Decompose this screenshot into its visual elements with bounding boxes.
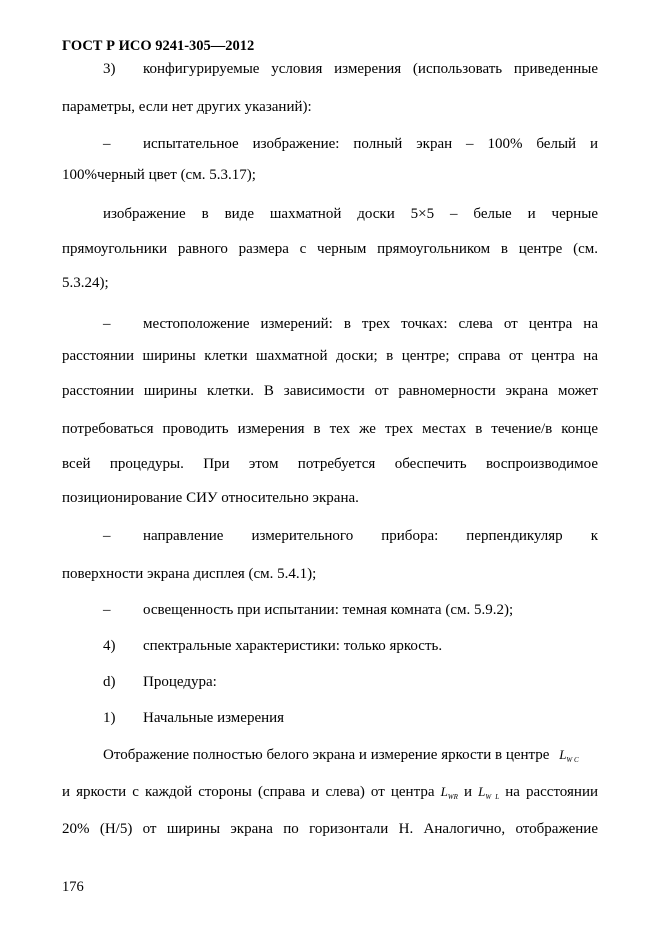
list-marker: –	[103, 316, 111, 332]
paragraph-line: всей процедуры. При этом потребуется обеспечить воспроизводимое	[62, 456, 598, 472]
paragraph-text: и	[463, 784, 473, 800]
paragraph-line: прямоугольники равного размера с черным прямоугольником в центре (см.	[62, 241, 598, 257]
list-marker: –	[103, 528, 111, 544]
paragraph-line: расстоянии ширины клетки шахматной доски; в центре; справа от центра на	[62, 348, 598, 364]
list-marker: 4)	[103, 638, 116, 654]
paragraph-line: 100%черный цвет (см. 5.3.17);	[62, 167, 256, 183]
list-marker: –	[103, 602, 111, 618]
list-marker: 3)	[103, 61, 116, 77]
list-item-text: Начальные измерения	[143, 710, 285, 726]
list-item-text: Процедура:	[143, 674, 217, 690]
list-marker: –	[103, 136, 111, 152]
paragraph-text: на расстоянии	[505, 784, 599, 800]
page-number: 176	[62, 879, 84, 895]
document-header: ГОСТ Р ИСО 9241-305—2012	[62, 38, 255, 54]
list-item-text: конфигурируемые условия измерения (использовать приведенные	[143, 61, 598, 77]
symbol-l-wr: $L_{WR}$	[440, 784, 458, 801]
list-item-text: направление измерительного прибора: перпендикуляр к	[143, 528, 598, 544]
list-item-text: спектральные характеристики: только яркость.	[143, 638, 443, 654]
symbol-l-wc: $L_{W C}$	[559, 747, 579, 764]
paragraph-text: Отображение полностью белого экрана и измерение яркости в центре	[103, 747, 550, 763]
paragraph-line: потребоваться проводить измерения в тех же трех местах в течение/в конце	[62, 421, 598, 437]
list-item-text: местоположение измерений: в трех точках: слева от центра на	[143, 316, 598, 332]
paragraph-line	[103, 746, 598, 769]
paragraph-line: позиционирование СИУ относительно экрана.	[62, 490, 359, 506]
paragraph-line	[62, 783, 598, 806]
paragraph-line: изображение в виде шахматной доски 5×5 – белые и черные	[103, 206, 598, 222]
list-item-text: освещенность при испытании: темная комната (см. 5.9.2);	[143, 602, 514, 618]
list-marker: d)	[103, 674, 116, 690]
list-item-text: испытательное изображение: полный экран – 100% белый и	[143, 136, 598, 152]
paragraph-line: поверхности экрана дисплея (см. 5.4.1);	[62, 566, 317, 582]
paragraph-line: параметры, если нет других указаний):	[62, 99, 312, 115]
paragraph-line: 20% (H/5) от ширины экрана по горизонтали H. Аналогично, отображение	[62, 821, 598, 837]
paragraph-line: расстоянии ширины клетки. В зависимости от равномерности экрана может	[62, 383, 598, 399]
list-marker: 1)	[103, 710, 116, 726]
paragraph-line: 5.3.24);	[62, 275, 109, 291]
symbol-l-wl: $L_{W L}$	[478, 784, 500, 801]
paragraph-text: и яркости с каждой стороны (справа и слева) от центра	[62, 784, 435, 800]
